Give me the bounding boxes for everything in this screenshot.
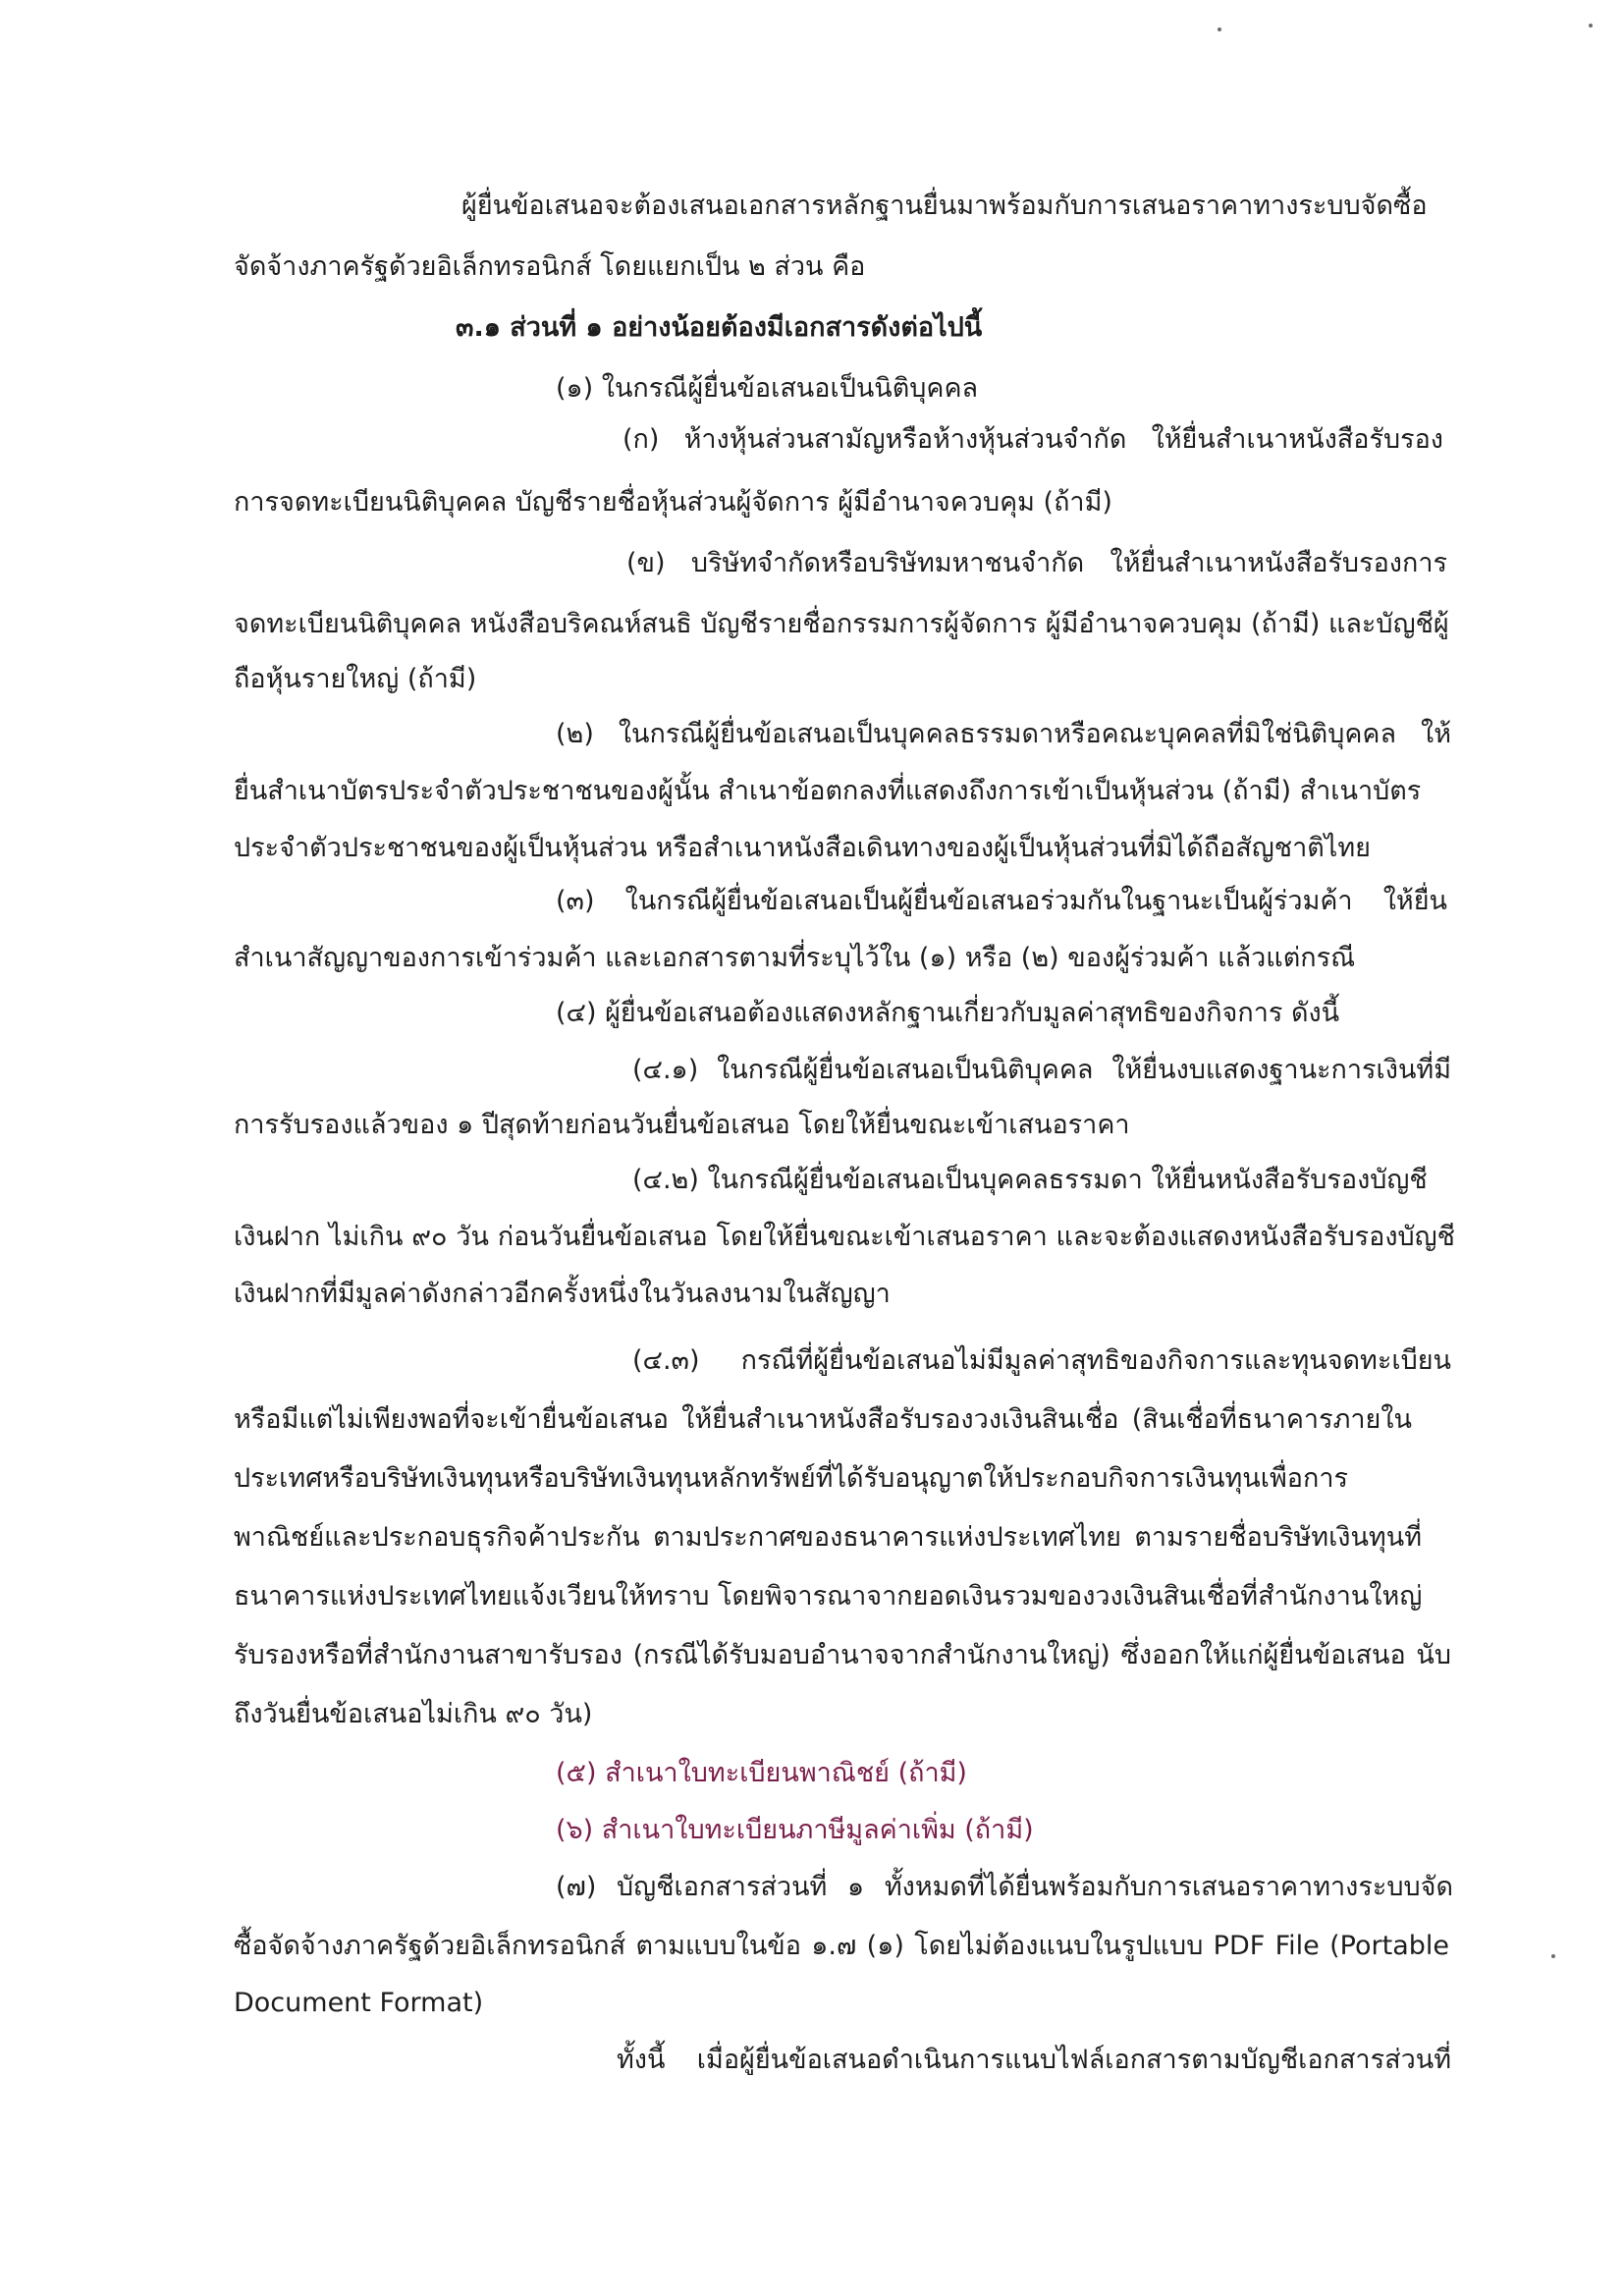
paragraph-line: (ก) ห้างหุ้นส่วนสามัญหรือห้างหุ้นส่วนจำกัด ให้ยื่นสำเนาหนังสือรับรอง [623,424,1443,455]
list-item-heading: (๖) สำเนาใบทะเบียนภาษีมูลค่าเพิ่ม (ถ้ามี) [556,1815,1034,1845]
paragraph-line: เงินฝากที่มีมูลค่าดังกล่าวอีกครั้งหนึ่งในวันลงนามในสัญญา [234,1279,891,1309]
paragraph-line: (ข) บริษัทจำกัดหรือบริษัทมหาชนจำกัด ให้ยื่นสำเนาหนังสือรับรองการ [626,548,1447,578]
paragraph-line: จดทะเบียนนิติบุคคล หนังสือบริคณห์สนธิ บัญชีรายชื่อกรรมการผู้จัดการ ผู้มีอำนาจควบคุม (ถ้ามี) และบัญชีผู้ [234,609,1449,639]
section-heading: ๓.๑ ส่วนที่ ๑ อย่างน้อยต้องมีเอกสารดังต่อไปนี้ [456,312,983,343]
paragraph-line: Document Format) [234,1988,484,2018]
paragraph-line: การรับรองแล้วของ ๑ ปีสุดท้ายก่อนวันยื่นข้อเสนอ โดยให้ยื่นขณะเข้าเสนอราคา [234,1110,1130,1140]
paragraph-line: (๒) ในกรณีผู้ยื่นข้อเสนอเป็นบุคคลธรรมดาหรือคณะบุคคลที่มิใช่นิติบุคคล ให้ [556,719,1451,749]
list-item-heading: (๑) ในกรณีผู้ยื่นข้อเสนอเป็นนิติบุคคล [556,373,979,404]
scan-speck [1218,27,1221,31]
paragraph-line: ยื่นสำเนาบัตรประจำตัวประชาชนของผู้นั้น สำเนาข้อตกลงที่แสดงถึงการเข้าเป็นหุ้นส่วน (ถ้ามี) สำเนาบัตร [234,776,1422,806]
paragraph-line: (๔.๑) ในกรณีผู้ยื่นข้อเสนอเป็นนิติบุคคล ให้ยื่นงบแสดงฐานะการเงินที่มี [632,1055,1451,1085]
paragraph-line: สำเนาสัญญาของการเข้าร่วมค้า และเอกสารตามที่ระบุไว้ใน (๑) หรือ (๒) ของผู้ร่วมค้า แล้วแต่กรณี [234,943,1356,973]
paragraph-line: ประจำตัวประชาชนของผู้เป็นหุ้นส่วน หรือสำเนาหนังสือเดินทางของผู้เป็นหุ้นส่วนที่มิได้ถือสัญชาติไทย [234,833,1371,863]
paragraph-line: (๓) ในกรณีผู้ยื่นข้อเสนอเป็นผู้ยื่นข้อเสนอร่วมกันในฐานะเป็นผู้ร่วมค้า ให้ยื่น [556,886,1447,916]
paragraph-line: หรือมีแต่ไม่เพียงพอที่จะเข้ายื่นข้อเสนอ ให้ยื่นสำเนาหนังสือรับรองวงเงินสินเชื่อ (สินเชื่อที่ธนาคารภายใน [234,1404,1412,1435]
paragraph-line: ถึงวันยื่นข้อเสนอไม่เกิน ๙๐ วัน) [234,1699,593,1729]
scan-speck [1589,24,1593,27]
paragraph-line: ธนาคารแห่งประเทศไทยแจ้งเวียนให้ทราบ โดยพิจารณาจากยอดเงินรวมของวงเงินสินเชื่อที่สำนักงานใหญ่ [234,1581,1423,1612]
paragraph-line: ซื้อจัดจ้างภาครัฐด้วยอิเล็กทรอนิกส์ ตามแบบในข้อ ๑.๗ (๑) โดยไม่ต้องแนบในรูปแบบ PDF File (Portable [234,1931,1449,1961]
paragraph-line: เงินฝาก ไม่เกิน ๙๐ วัน ก่อนวันยื่นข้อเสนอ โดยให้ยื่นขณะเข้าเสนอราคา และจะต้องแสดงหนังสือรับรองบัญชี [234,1222,1455,1252]
paragraph-line: พาณิชย์และประกอบธุรกิจค้าประกัน ตามประกาศของธนาคารแห่งประเทศไทย ตามรายชื่อบริษัทเงินทุนที่ [234,1522,1422,1553]
paragraph-line: รับรองหรือที่สำนักงานสาขารับรอง (กรณีได้รับมอบอำนาจจากสำนักงานใหญ่) ซึ่งออกให้แก่ผู้ยื่นข้อเสนอ นับ [234,1640,1451,1670]
paragraph-line: ประเทศหรือบริษัทเงินทุนหรือบริษัทเงินทุนหลักทรัพย์ที่ได้รับอนุญาตให้ประกอบกิจการเงินทุนเพื่อการ [234,1463,1348,1494]
list-item-heading: (๕) สำเนาใบทะเบียนพาณิชย์ (ถ้ามี) [556,1758,967,1788]
list-item-heading: (๔) ผู้ยื่นข้อเสนอต้องแสดงหลักฐานเกี่ยวกับมูลค่าสุทธิของกิจการ ดังนี้ [556,998,1340,1028]
paragraph-line: การจดทะเบียนนิติบุคคล บัญชีรายชื่อหุ้นส่วนผู้จัดการ ผู้มีอำนาจควบคุม (ถ้ามี) [234,487,1112,518]
paragraph-line: จัดจ้างภาครัฐด้วยอิเล็กทรอนิกส์ โดยแยกเป็น ๒ ส่วน คือ [234,251,866,282]
paragraph-line: (๔.๓) กรณีที่ผู้ยื่นข้อเสนอไม่มีมูลค่าสุทธิของกิจการและทุนจดทะเบียน [632,1345,1451,1376]
paragraph-line: ผู้ยื่นข้อเสนอจะต้องเสนอเอกสารหลักฐานยื่นมาพร้อมกับการเสนอราคาทางระบบจัดซื้อ [461,191,1428,221]
paragraph-line: (๔.๒) ในกรณีผู้ยื่นข้อเสนอเป็นบุคคลธรรมดา ให้ยื่นหนังสือรับรองบัญชี [632,1165,1428,1195]
paragraph-line: ทั้งนี้ เมื่อผู้ยื่นข้อเสนอดำเนินการแนบไฟล์เอกสารตามบัญชีเอกสารส่วนที่ [617,2045,1451,2075]
paragraph-line: ถือหุ้นรายใหญ่ (ถ้ามี) [234,664,477,694]
paragraph-line: (๗) บัญชีเอกสารส่วนที่ ๑ ทั้งหมดที่ได้ยื่นพร้อมกับการเสนอราคาทางระบบจัด [556,1872,1453,1902]
scan-speck [1551,1954,1555,1958]
